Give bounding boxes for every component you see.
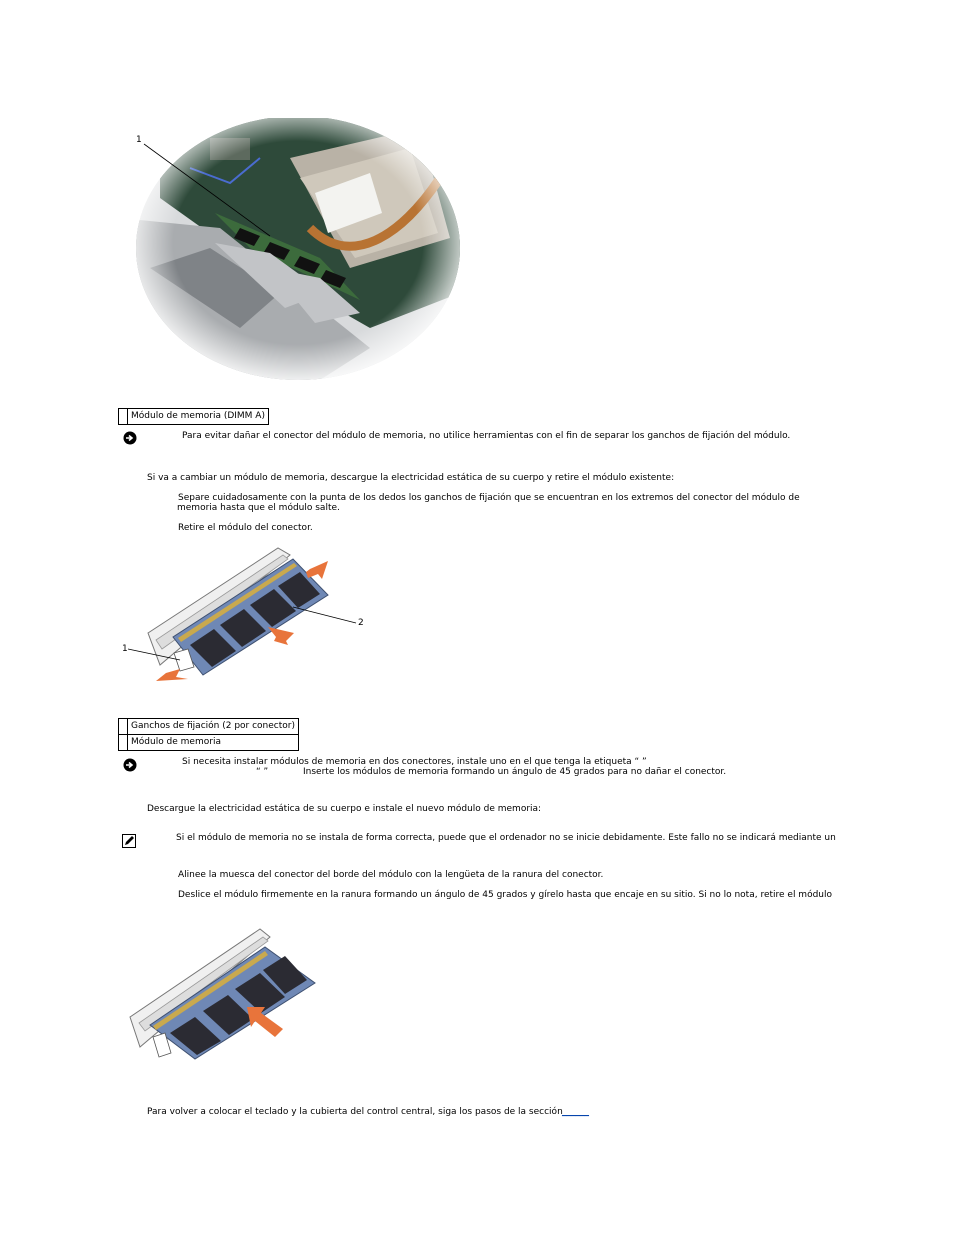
install-intro: Descargue la electricidad estática de su cuerpo e instale el nuevo módulo de memoria: (147, 804, 542, 814)
memory-location-photo (120, 118, 460, 380)
memory-removal-illustration (118, 545, 368, 690)
figure2-callout-1: 1 (122, 644, 128, 654)
memory-install-illustration (125, 925, 325, 1065)
figure1-legend-table (118, 408, 269, 425)
notice-icon (123, 431, 137, 445)
legend-row (119, 735, 299, 751)
install-note: Si el módulo de memoria no se instala de forma correcta, puede que el ordenador no se inicie debidamente. Este fallo no se indicará mediante un (176, 833, 836, 843)
notice2-line2: Inserte los módulos de memoria formando un ángulo de 45 grados para no dañar el conector. (303, 767, 727, 777)
figure2-legend-table (118, 718, 299, 751)
figure1-callout-number: 1 (136, 135, 142, 145)
notice2-line1: Si necesita instalar módulos de memoria en dos conectores, instale uno en el que tenga la etiqueta “ ” (182, 757, 647, 767)
legend-number-cell (119, 735, 128, 751)
legend-number-cell (119, 409, 128, 425)
figure2-callout-2: 2 (358, 618, 364, 628)
install-step-a: Alinee la muesca del conector del borde del módulo con la lengüeta de la ranura del conector. (178, 870, 604, 880)
legend-label: Módulo de memoria (128, 735, 299, 751)
removal-step-b: Retire el módulo del conector. (178, 523, 313, 533)
removal-intro: Si va a cambiar un módulo de memoria, descargue la electricidad estática de su cuerpo y retire el módulo existente: (147, 473, 675, 483)
note-pencil-icon (122, 834, 136, 848)
notice-icon (123, 758, 137, 772)
closing-text: Para volver a colocar el teclado y la cubierta del control central, siga los pasos de la sección (147, 1107, 563, 1117)
legend-row (119, 719, 299, 735)
legend-label: Módulo de memoria (DIMM A) (128, 409, 269, 425)
legend-label: Ganchos de fijación (2 por conector) (128, 719, 299, 735)
notice1-text: Para evitar dañar el conector del módulo de memoria, no utilice herramientas con el fin de separar los ganchos de fijación del módulo. (182, 431, 791, 441)
install-step-b: Deslice el módulo firmemente en la ranura formando un ángulo de 45 grados y gírelo hasta que encaje en su sitio. Si no lo nota, retire el módulo (178, 890, 833, 900)
notice2-line2-quotes: “ ” (256, 767, 269, 777)
legend-number-cell (119, 719, 128, 735)
section-link[interactable]: ______ (562, 1107, 589, 1117)
legend-row (119, 409, 269, 425)
removal-step-a-line1: Separe cuidadosamente con la punta de los dedos los ganchos de fijación que se encuentran en los extremos del conector del módulo de (178, 493, 800, 503)
removal-step-a-line2: memoria hasta que el módulo salte. (177, 503, 340, 513)
